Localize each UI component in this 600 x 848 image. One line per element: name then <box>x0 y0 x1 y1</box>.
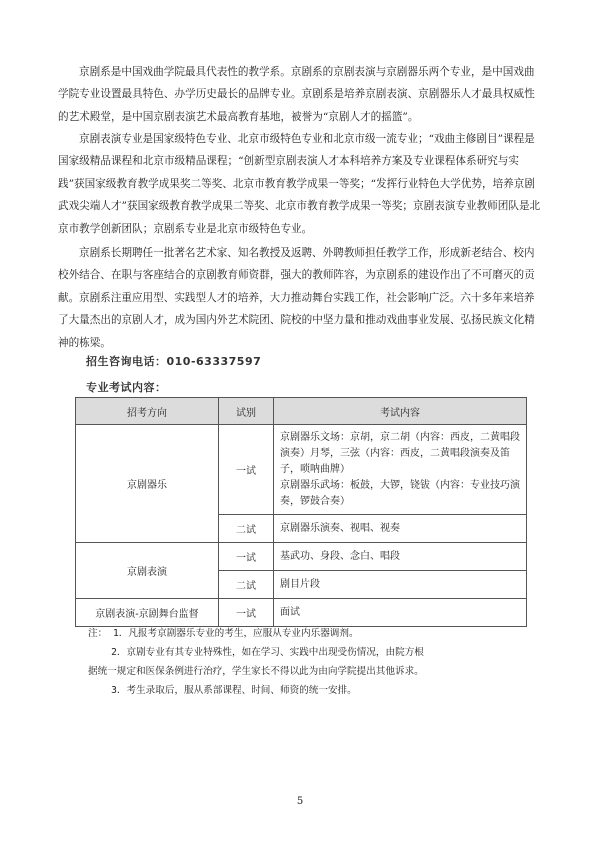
header-direction: 招考方向 <box>76 398 219 425</box>
table-row <box>76 599 527 627</box>
table-row <box>76 425 527 515</box>
exam-table <box>75 397 527 627</box>
notes-section <box>88 624 528 700</box>
table-header-row <box>76 398 527 425</box>
round-cell: 一试 <box>219 599 274 627</box>
note-line: 注： 1．凡报考京剧器乐专业的考生，应服从专业内乐器调剂。 <box>88 628 359 639</box>
content-cell: 京剧器乐演奏、视唱、视奏 <box>274 515 527 543</box>
header-content: 考试内容 <box>274 398 527 425</box>
content-wenchang: 京剧器乐文场：京胡，京二胡（内容：西皮，二黄唱段演奏）月琴，三弦（内容：西皮，二黄唱段演奏及笛子，唢呐曲牌） <box>280 431 520 475</box>
note-line: 2．京剧专业有其专业特殊性，如在学习、实践中出现受伤情况，由院方根 <box>88 647 424 658</box>
note-line: 据统一规定和医保条例进行治疗，学生家长不得以此为由向学院提出其他诉求。 <box>88 666 424 677</box>
content-cell <box>274 425 527 515</box>
page-number: 5 <box>296 796 304 807</box>
content-cell: 剧目片段 <box>274 571 527 599</box>
header-round: 试别 <box>219 398 274 425</box>
intro-paragraph: 京剧系是中国戏曲学院最具代表性的教学系。京剧系的京剧表演与京剧器乐两个专业，是中国戏曲学院专业设置最具特色、办学历史最长的品牌专业。京剧系是培养京剧表演、京剧器乐人才最具权威性的艺术殿堂，是中国京剧表演艺术最高教育基地，被誉为“京剧人才的摇篮”。 <box>58 66 535 123</box>
honors-paragraph: 京剧表演专业是国家级特色专业、北京市级特色专业和北京市级一流专业；“戏曲主修剧目”课程是国家级精品课程和北京市级精品课程；“创新型京剧表演人才本科培养方案及专业课程体系研究与实践”获国家级教育教学成果奖二等奖、北京市教育教学成果一等奖；“发挥行业特色大学优势，培养京剧武戏尖端人才”获国家级教育教学成果二等奖、北京市教育教学成果一等奖；京剧表演专业教师团队是北京市教学创新团队；京剧系专业是北京市级特色专业。 <box>58 133 541 235</box>
direction-cell: 京剧表演 <box>76 543 219 599</box>
admissions-phone: 招生咨询电话：010-63337597 <box>86 355 262 368</box>
round-cell: 二试 <box>219 515 274 543</box>
note-line: 3．考生录取后，服从系部课程、时间、师资的统一安排。 <box>88 685 357 696</box>
table-row <box>76 543 527 571</box>
direction-cell: 京剧表演-京剧舞台监督 <box>76 599 219 627</box>
content-cell: 面试 <box>274 599 527 627</box>
practice-paragraph: 京剧系注重应用型、实践型人才的培养，大力推动舞台实践工作，社会影响广泛。六十多年来培养了大量杰出的京剧人才，成为国内外艺术院团、院校的中坚力量和推动戏曲事业发展、弘扬民族文化精神的栋梁。 <box>58 292 535 349</box>
direction-cell: 京剧器乐 <box>76 425 219 543</box>
faculty-paragraph: 京剧系长期聘任一批著名艺术家、知名教授及返聘、外聘教师担任教学工作，形成新老结合、校内校外结合、在职与客座结合的京剧教育师资群，强大的教师阵容，为京剧系的建设作出了不可磨灭的贡献。 <box>58 247 535 304</box>
exam-content-heading: 专业考试内容： <box>86 381 167 394</box>
round-cell: 二试 <box>219 571 274 599</box>
content-cell: 基武功、身段、念白、唱段 <box>274 543 527 571</box>
round-cell: 一试 <box>219 543 274 571</box>
round-cell: 一试 <box>219 425 274 515</box>
content-wuchang: 京剧器乐武场：板鼓，大锣，铙钹（内容：专业技巧演奏，锣鼓合奏） <box>280 479 520 507</box>
